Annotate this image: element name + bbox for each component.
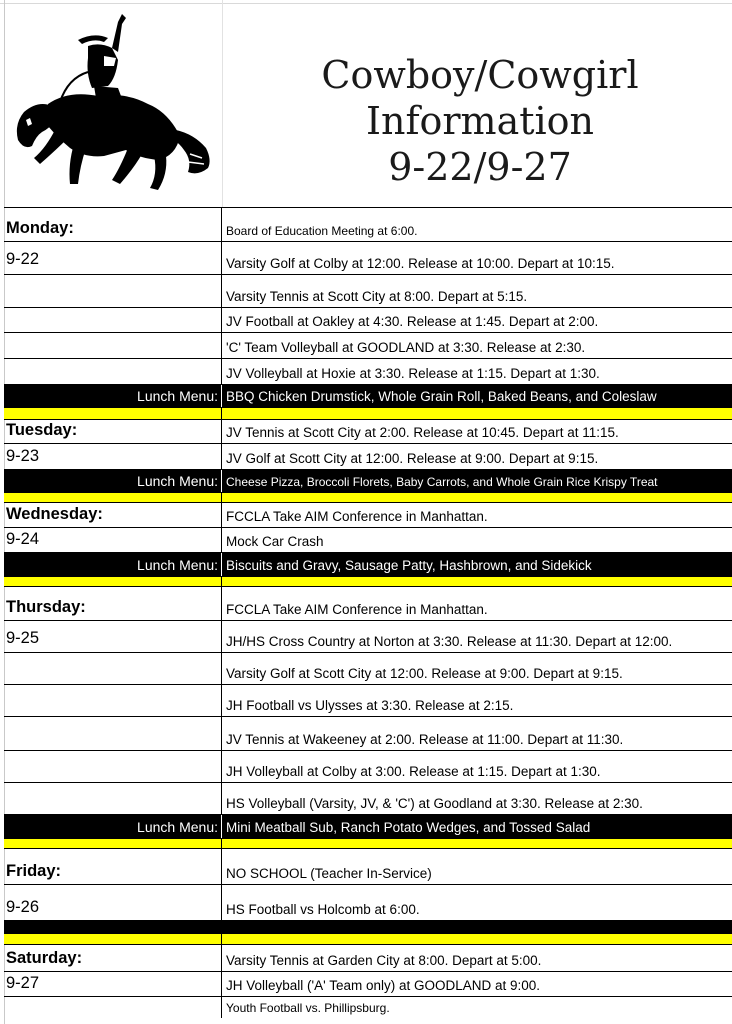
monday-row-2: [4, 241, 732, 274]
day-thursday: Thursday:: [6, 598, 86, 616]
wednesday-row-1: [4, 502, 732, 527]
yellow-separator: [4, 933, 732, 944]
event: FCCLA Take AIM Conference in Manhattan.: [226, 509, 488, 524]
monday-row-1: [4, 207, 732, 241]
event: FCCLA Take AIM Conference in Manhattan.: [226, 602, 488, 617]
lunch-menu-label: Lunch Menu:: [137, 557, 218, 573]
lunch-menu-label: Lunch Menu:: [137, 819, 218, 835]
saturday-row-1: [4, 944, 732, 971]
tuesday-lunch-row: [4, 469, 732, 492]
lunch-menu-label: Lunch Menu:: [137, 388, 218, 404]
event: Varsity Tennis at Garden City at 8:00. Depart at 5:00.: [226, 953, 542, 968]
event: Varsity Golf at Colby at 12:00. Release at 10:00. Depart at 10:15.: [226, 256, 615, 271]
monday-row-4: [4, 307, 732, 332]
wednesday-row-2: [4, 527, 732, 552]
event: HS Football vs Holcomb at 6:00.: [226, 902, 420, 917]
friday-row-2: [4, 884, 732, 920]
saturday-row-2: [4, 971, 732, 996]
title-line-3: 9-22/9-27: [388, 145, 572, 189]
date-tuesday: 9-23: [6, 447, 40, 465]
schedule-table: [4, 207, 732, 1018]
date-monday: 9-22: [6, 250, 40, 268]
thursday-row-4: [4, 684, 732, 716]
lunch-menu-label: Lunch Menu:: [137, 473, 218, 489]
event: JH Football vs Ulysses at 3:30. Release at 2:15.: [226, 698, 514, 713]
monday-lunch-row: [4, 384, 732, 407]
day-monday: Monday:: [6, 219, 74, 237]
lunch-menu-text: Mini Meatball Sub, Ranch Potato Wedges, and Tossed Salad: [226, 820, 591, 835]
yellow-separator: [4, 576, 732, 586]
thursday-row-5: [4, 716, 732, 750]
event: Varsity Tennis at Scott City at 8:00. Depart at 5:15.: [226, 289, 528, 304]
thursday-lunch-row: [4, 814, 732, 838]
thursday-row-7: [4, 782, 732, 814]
page-title: [230, 52, 730, 190]
lunch-menu-text: BBQ Chicken Drumstick, Whole Grain Roll, Baked Beans, and Coleslaw: [226, 389, 657, 404]
header: [0, 0, 732, 207]
monday-row-3: [4, 274, 732, 307]
date-saturday: 9-27: [6, 974, 40, 992]
title-line-1: Cowboy/Cowgirl: [321, 53, 639, 97]
friday-row-1: [4, 848, 732, 884]
header-column-divider: [222, 0, 223, 207]
event: 'C' Team Volleyball at GOODLAND at 3:30. Release at 2:30.: [226, 340, 586, 355]
event: JV Tennis at Wakeeney at 2:00. Release at 11:00. Depart at 11:30.: [226, 732, 624, 747]
date-thursday: 9-25: [6, 629, 40, 647]
event: Mock Car Crash: [226, 534, 324, 549]
event: NO SCHOOL (Teacher In-Service): [226, 866, 432, 881]
event: JH/HS Cross Country at Norton at 3:30. Release at 11:30. Depart at 12:00.: [226, 634, 673, 649]
event: Varsity Golf at Scott City at 12:00. Release at 9:00. Depart at 9:15.: [226, 666, 623, 681]
event: JV Golf at Scott City at 12:00. Release at 9:00. Depart at 9:15.: [226, 451, 599, 466]
bucking-bronco-logo: [8, 8, 216, 196]
yellow-separator: [4, 407, 732, 419]
monday-row-5: [4, 332, 732, 358]
black-separator: [4, 920, 732, 933]
lunch-menu-text: Biscuits and Gravy, Sausage Patty, Hashbrown, and Sidekick: [226, 558, 592, 573]
thursday-row-2: [4, 620, 732, 652]
yellow-separator: [4, 838, 732, 848]
date-wednesday: 9-24: [6, 530, 40, 548]
date-friday: 9-26: [6, 898, 40, 916]
event: Board of Education Meeting at 6:00.: [226, 224, 418, 238]
event: JH Volleyball at Colby at 3:00. Release at 1:15. Depart at 1:30.: [226, 764, 601, 779]
saturday-row-3: [4, 996, 732, 1018]
thursday-row-1: [4, 586, 732, 620]
day-tuesday: Tuesday:: [6, 421, 78, 439]
tuesday-row-2: [4, 443, 732, 469]
title-line-2: Information: [365, 99, 595, 143]
event: JV Tennis at Scott City at 2:00. Release at 10:45. Depart at 11:15.: [226, 425, 619, 440]
wednesday-lunch-row: [4, 552, 732, 576]
event: JV Football at Oakley at 4:30. Release at 1:45. Depart at 2:00.: [226, 314, 599, 329]
event: JV Volleyball at Hoxie at 3:30. Release at 1:15. Depart at 1:30.: [226, 366, 600, 381]
monday-row-6: [4, 358, 732, 384]
thursday-row-6: [4, 750, 732, 782]
day-wednesday: Wednesday:: [6, 505, 103, 523]
yellow-separator: [4, 492, 732, 502]
thursday-row-3: [4, 652, 732, 684]
event: Youth Football vs. Phillipsburg.: [226, 1001, 390, 1015]
event: JH Volleyball ('A' Team only) at GOODLAND at 9:00.: [226, 978, 541, 993]
day-friday: Friday:: [6, 862, 62, 880]
event: HS Volleyball (Varsity, JV, & 'C') at Goodland at 3:30. Release at 2:30.: [226, 796, 643, 811]
day-saturday: Saturday:: [6, 949, 83, 967]
tuesday-row-1: [4, 419, 732, 443]
lunch-menu-text: Cheese Pizza, Broccoli Florets, Baby Carrots, and Whole Grain Rice Krispy Treat: [226, 475, 658, 489]
